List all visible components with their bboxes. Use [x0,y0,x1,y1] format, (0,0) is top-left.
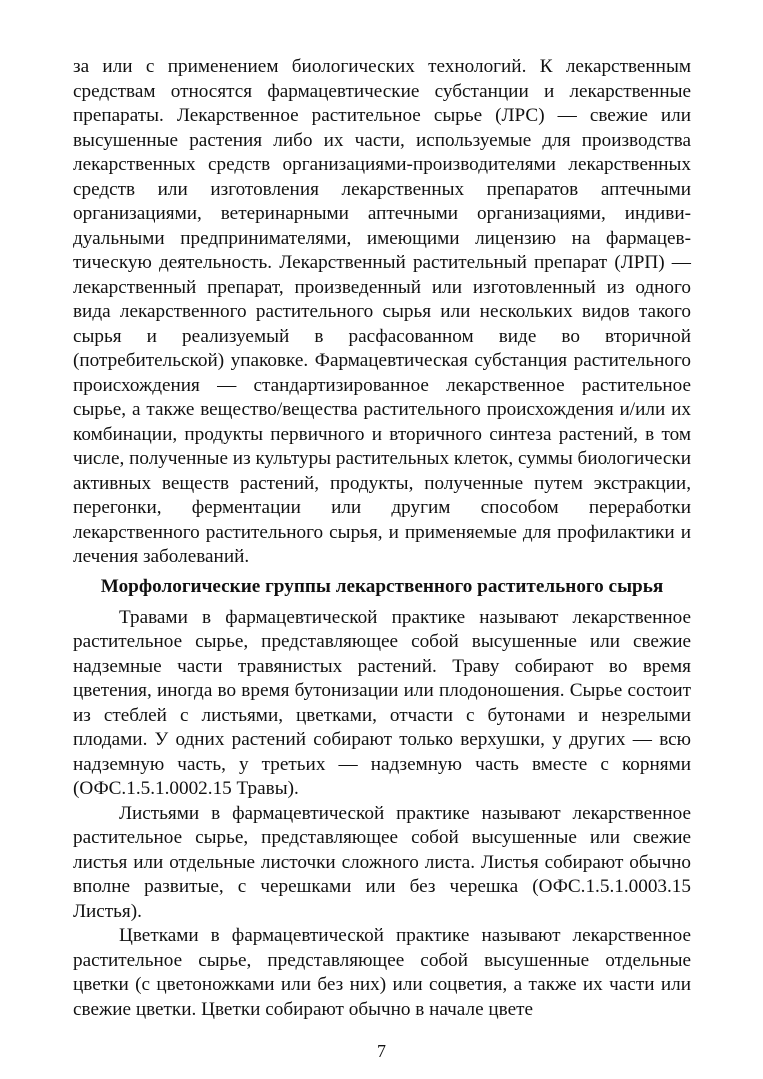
page-number: 7 [377,1041,386,1061]
paragraph-herbs: Травами в фармацевтической практике называют лекарственное растительное сырье, представляющее собой высушенные или свежие надземные части травянистых растений. Траву собирают во время цветения, иногда во время бутонизации или плодоношения. Сырье состоит из стеблей с листьями, цветками, отчасти с бутонами и незрелыми плодами. У одних растений собирают только верхушки, у других — всю надземную часть, у третьих — надземную часть вместе с корнями (ОФС.1.5.1.0002.15 Травы). [73,606,691,799]
paragraph-flowers: Цветками в фармацевтической практике называют лекарственное растительное сырье, представляющее собой высушенные отдельные цветки (с цветоножками или без них) или соцветия, а также их части или свежие цветки. Цветки собирают обычно в начале цвете [73,925,691,1020]
section-heading: Морфологические группы лекарственного растительного сырья [100,575,664,597]
paragraph-definitions: за или с применением биологических технологий. К лекарственным средствам относятся фармацевтические субстанции и лекарственные препараты. Лекарственное растительное сырье (ЛРС) — свежие или высушенные растения либо их части, используемые для производства лекарственных средств организациями-производителями лекарственных средств или изготовления лекарственных препаратов аптечными организациями, ветеринарными аптечными организациями, индивидуальными предпринимателями, имеющими лицензию на фармацевтическую деятельность. Лекарственный растительный препарат (ЛРП) — лекарственный препарат, произведенный или изготовленный из одного вида лекарственного растительного сырья или нескольких видов такого сырья и реализуемый в расфасованном виде во вторичной (потребительской) упаковке. Фармацевтическая субстанция растительного происхождения — стандартизированное лекарственное растительное сырье, а также вещество/вещества растительного происхождения и/или их комбинации, продукты первичного и вторичного синтеза растений, в том числе, полученные из культуры растительных клеток, суммы биологически активных веществ растений, продукты, полученные путем экстракции, перегонки, ферментации или другим способом переработки лекарственного растительного сырья, и применяемые для профилактики и лечения заболеваний. [73,56,691,567]
paragraph-leaves: Листьями в фармацевтической практике называют лекарственное растительное сырье, представляющее собой высушенные или свежие листья или отдельные листочки сложного листа. Листья собирают обычно вполне развитые, с черешками или без черешка (ОФС.1.5.1.0003.15 Листья). [73,802,691,922]
page-body [73,55,691,1022]
